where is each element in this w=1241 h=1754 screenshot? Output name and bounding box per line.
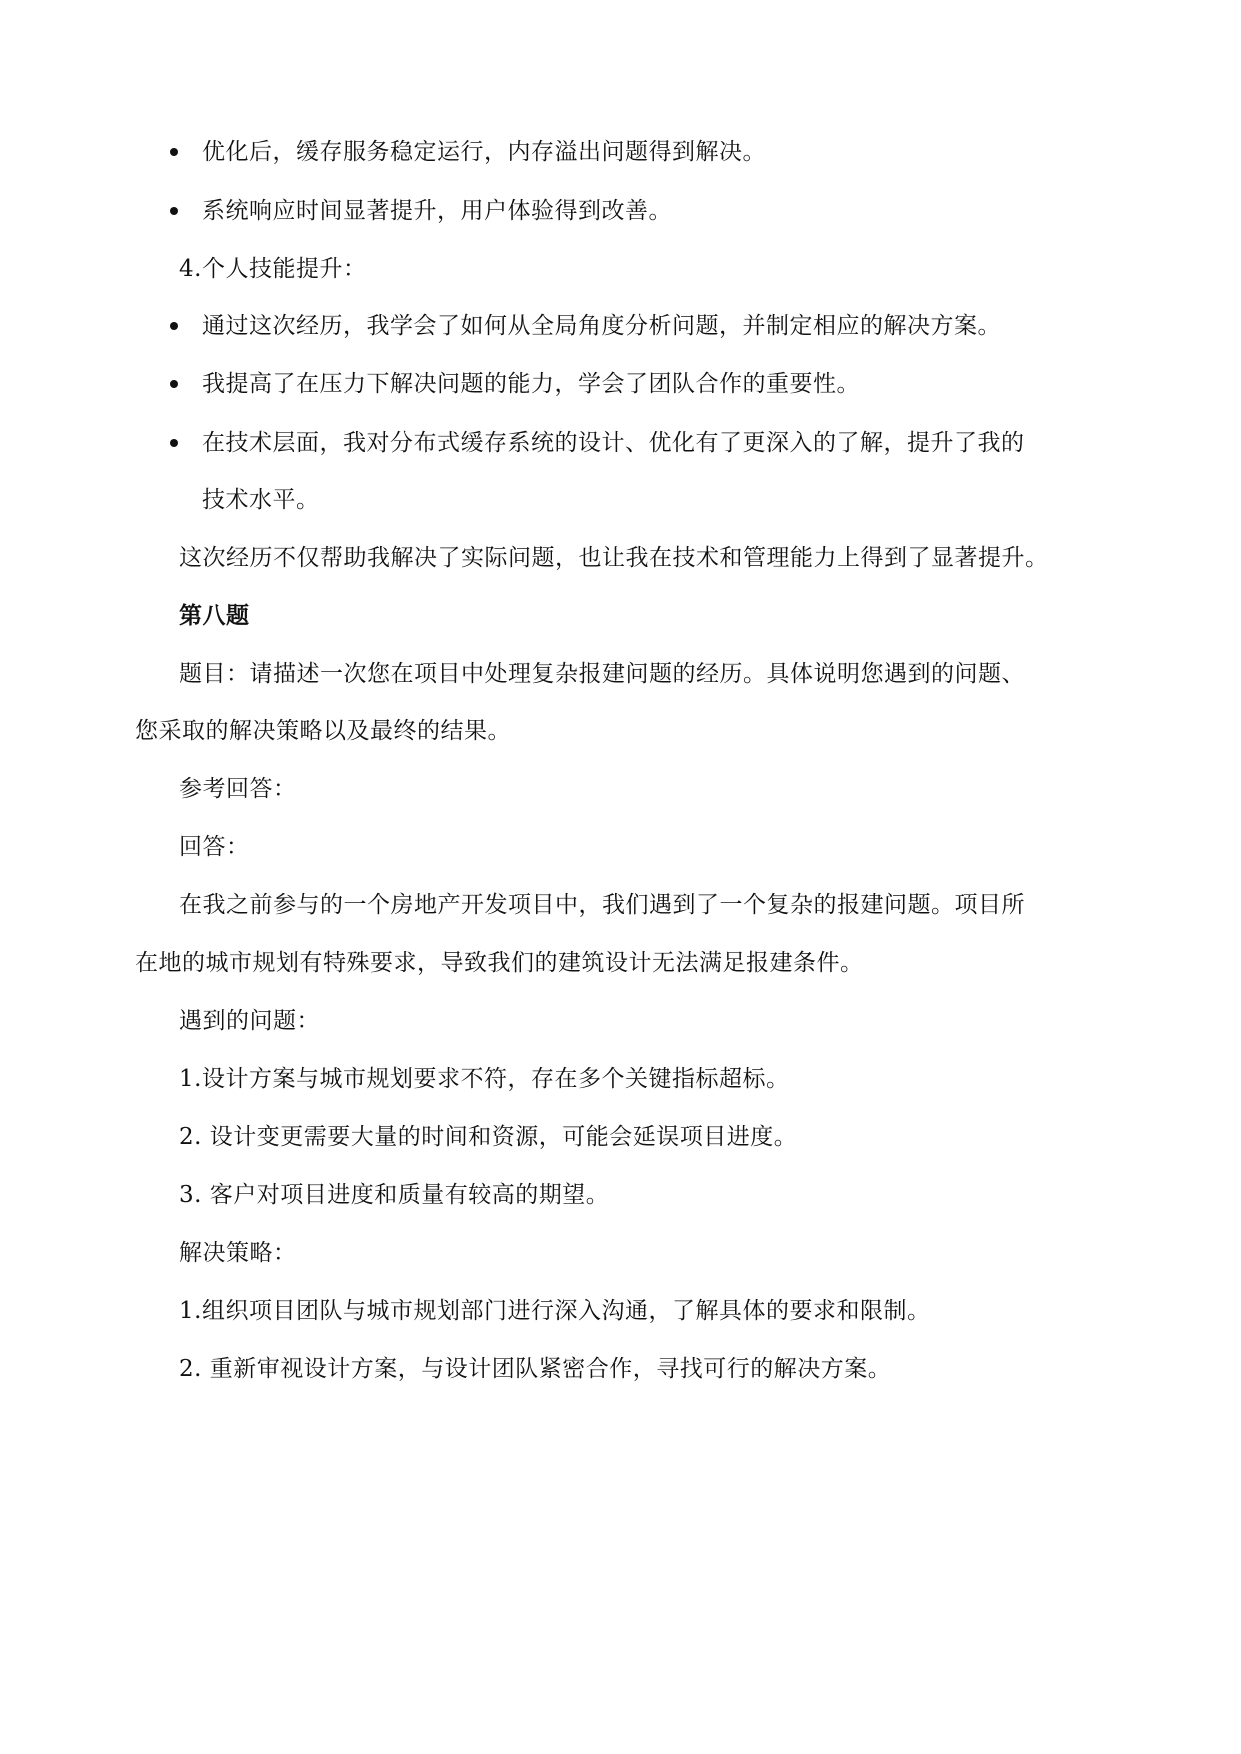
bullet-dot [170,148,178,156]
problem-item: 3. 客户对项目进度和质量有较高的期望。 [179,1182,610,1208]
bullet-dot [170,439,178,447]
answer-intro-continuation: 在地的城市规划有特殊要求，导致我们的建筑设计无法满足报建条件。 [135,950,864,976]
bullet-dot [170,207,178,215]
bullet-item-continuation: 技术水平。 [202,487,320,513]
bullet-dot [170,380,178,388]
bullet-item: 我提高了在压力下解决问题的能力，学会了团队合作的重要性。 [202,371,860,397]
strategy-item: 2. 重新审视设计方案，与设计团队紧密合作，寻找可行的解决方案。 [179,1356,892,1382]
question-prompt-continuation: 您采取的解决策略以及最终的结果。 [135,718,511,744]
question-title: 第八题 [179,602,250,629]
strategies-label: 解决策略： [179,1240,297,1266]
problems-label: 遇到的问题： [179,1008,320,1034]
bullet-item: 通过这次经历，我学会了如何从全局角度分析问题，并制定相应的解决方案。 [202,313,1001,339]
bullet-item: 系统响应时间显著提升，用户体验得到改善。 [202,198,672,224]
bullet-item: 优化后，缓存服务稳定运行，内存溢出问题得到解决。 [202,139,766,165]
answer-label: 回答： [179,834,250,860]
bullet-dot [170,322,178,330]
question-prompt: 题目：请描述一次您在项目中处理复杂报建问题的经历。具体说明您遇到的问题、 [179,661,1025,687]
summary-paragraph: 这次经历不仅帮助我解决了实际问题，也让我在技术和管理能力上得到了显著提升。 [179,545,1049,571]
strategy-item: 1.组织项目团队与城市规划部门进行深入沟通，了解具体的要求和限制。 [179,1298,931,1324]
reference-answer-label: 参考回答： [179,776,297,802]
problem-item: 1.设计方案与城市规划要求不符，存在多个关键指标超标。 [179,1066,790,1092]
bullet-item: 在技术层面，我对分布式缓存系统的设计、优化有了更深入的了解，提升了我的 [202,430,1025,456]
answer-intro: 在我之前参与的一个房地产开发项目中，我们遇到了一个复杂的报建问题。项目所 [179,892,1025,918]
section-heading: 4.个人技能提升： [179,256,367,282]
problem-item: 2. 设计变更需要大量的时间和资源，可能会延误项目进度。 [179,1124,798,1150]
